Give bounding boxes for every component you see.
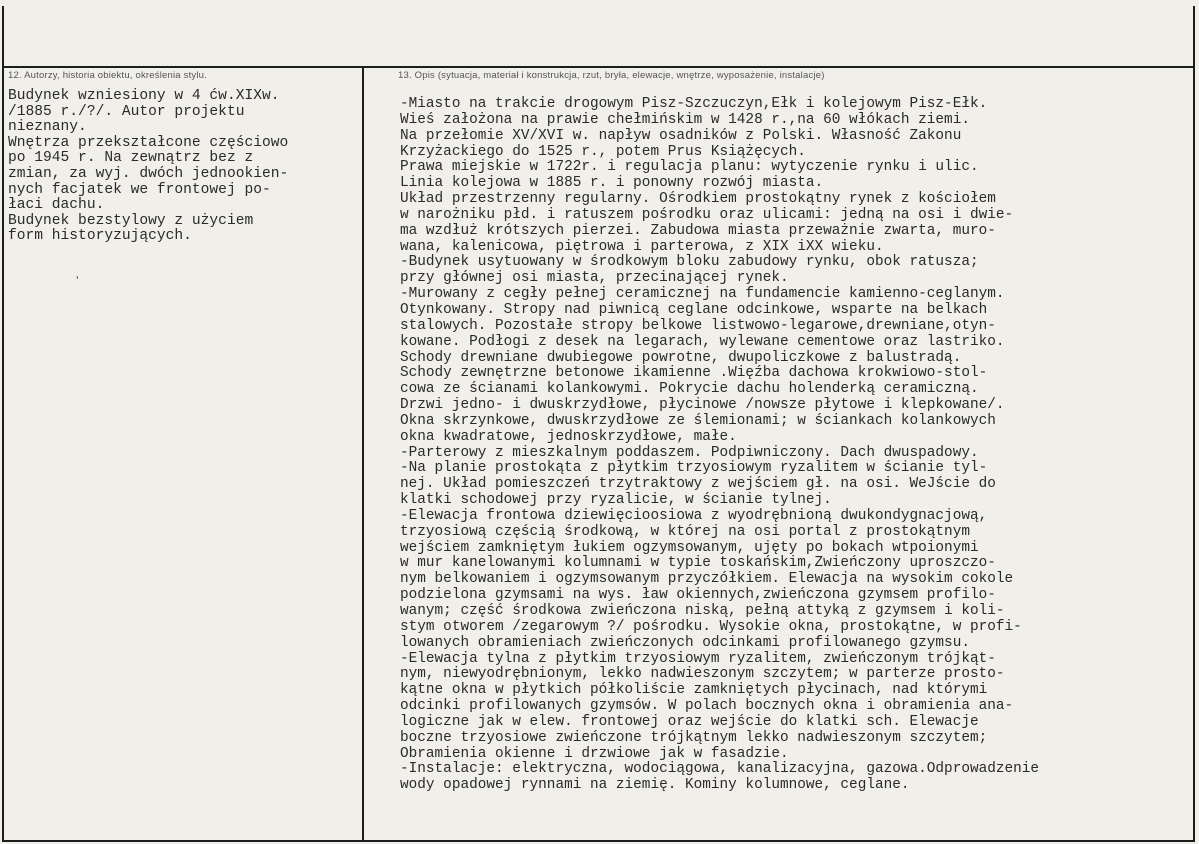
stray-mark: ʼ [76, 274, 79, 288]
description-line-31: nym belkowaniem i ogzymsowanym przyczółkiem. Elewacja na wysokim cokole [400, 571, 1014, 588]
description-line-33: wanym; część środkowa zwieńczona niską, pełną attyką z gzymsem i koli- [400, 603, 1005, 619]
description-line-18: Schody zewnętrzne betonowe ikamienne .Więźba dachowa krokwiowo-stol- [400, 365, 988, 382]
description-line-43: -Instalacje: elektryczna, wodociągowa, kanalizacyjna, gazowa.Odprowadzenie [400, 761, 1040, 778]
left-text-line-7: nych facjatek we frontowej po- [8, 181, 271, 198]
description-line-26: klatki schodowej przy ryzalicie, w ścianie tylnej. [400, 492, 832, 509]
description-line-32: podzielona gzymsami na wys. ław okiennych,zwieńczona gzymsem profilo- [400, 587, 996, 604]
description-line-11: -Budynek usytuowany w środkowym bloku zabudowy rynku, obok ratusza; [400, 254, 979, 271]
description-line-30: w mur kanelowanymi kolumnami w typie toskańskim,Zwieńczony uproszczo- [400, 555, 996, 572]
description-line-40: logiczne jak w elew. frontowej oraz wejście do klatki sch. Elewacje [400, 713, 979, 730]
description-line-6: Linia kolejowa w 1885 r. i ponowny rozwój miasta. [400, 175, 824, 192]
section-12-header: 12. Autorzy, historia obiektu, określenia stylu. [8, 70, 207, 81]
description-line-28: trzyosiową częścią środkową, w której na osi portal z prostokątnym [400, 523, 970, 540]
left-text-line-3: nieznany. [8, 119, 87, 136]
left-text-line-2: /1885 r./?/. Autor projektu [8, 103, 245, 120]
column-divider [362, 66, 364, 842]
description-line-24: -Na planie prostokąta z płytkim trzyosiowym ryzalitem w ścianie tyl- [400, 460, 988, 477]
description-line-29: wejściem zamkniętym łukiem ogzymsowanym, ujęty po bokach wtpoionymi [400, 539, 979, 556]
description-line-42: Obramienia okienne i drzwiowe jak w fasadzie. [400, 745, 789, 762]
left-text-line-6: zmian, za wyj. dwóch jednookien- [8, 165, 289, 182]
description-line-23: -Parterowy z mieszkalnym poddaszem. Podpiwniczony. Dach dwuspadowy. [400, 444, 979, 461]
description-line-37: nym, niewyodrębnionym, lekko nadwieszonym szczytem; w parterze prosto- [400, 666, 1005, 683]
description-line-7: Układ przestrzenny regularny. Ośrodkiem prostokątny rynek z kościołem [400, 191, 996, 208]
left-text-line-5: po 1945 r. Na zewnątrz bez z [8, 150, 254, 167]
description-line-8: w narożniku płd. i ratuszem pośrodku oraz ulicami: jedną na osi i dwie- [400, 206, 1014, 223]
header-rule [2, 66, 1195, 68]
section-13-header: 13. Opis (sytuacja, materiał i konstrukcja, rzut, bryła, elewacje, wnętrze, wyposażenie, instalacje) [398, 70, 825, 81]
description-line-21: Okna skrzynkowe, dwuskrzydłowe ze ślemionami; w ściankach kolankowych [400, 412, 996, 429]
description-line-17: Schody drewniane dwubiegowe powrotne, dwupoliczkowe z balustradą. [400, 349, 962, 366]
description-line-1: -Miasto na trakcie drogowym Pisz-Szczuczyn,Ełk i kolejowym Pisz-Ełk. [400, 96, 988, 112]
description-line-2: Wieś założona na prawie chełmińskim w 1428 r.,na 60 włókach ziemi. [400, 111, 970, 128]
left-text-line-8: łaci dachu. [8, 197, 105, 214]
description-line-20: Drzwi jedno- i dwuskrzydłowe, płycinowe /nowsze płytowe i klepkowane/. [400, 397, 1005, 414]
description-line-35: lowanych obramieniach zwieńczonych odcinkami profilowanego gzymsu. [400, 634, 970, 651]
left-text-line-4: Wnętrza przekształcone częściowo [8, 134, 289, 151]
description-line-10: wana, kalenicowa, piętrowa i parterowa, z XIX iXX wieku. [400, 238, 884, 255]
description-line-14: Otynkowany. Stropy nad piwnicą ceglane odcinkowe, wsparte na belkach [400, 301, 988, 318]
description-line-25: nej. Układ pomieszczeń trzytraktowy z wejściem gł. na osi. WeJście do [400, 476, 996, 493]
authors-history-text [8, 89, 288, 245]
description-line-39: odcinki profilowanych gzymsów. W polach bocznych okna i obramienia ana- [400, 698, 1014, 715]
description-line-19: cowa ze ścianami kolankowymi. Pokrycie dachu holenderką ceramiczną. [400, 381, 979, 398]
left-text-line-1: Budynek wzniesiony w 4 ćw.XIXw. [8, 88, 280, 104]
description-line-3: Na przełomie XV/XVI w. napływ osadników z Polski. Własność Zakonu [400, 127, 962, 144]
description-line-27: -Elewacja frontowa dziewięcioosiowa z wyodrębnioną dwukondygnacjową, [400, 507, 988, 524]
description-line-9: ma wzdłuż krótszych pierzei. Zabudowa miasta przeważnie zwarta, muro- [400, 222, 996, 239]
description-text [400, 97, 1039, 794]
left-text-line-10: form historyzujących. [8, 228, 192, 245]
description-line-16: kowane. Podłogi z desek na legarach, wylewane cementowe oraz lastriko. [400, 333, 1005, 350]
description-line-4: Krzyżackiego do 1525 r., potem Prus Książęcych. [400, 143, 806, 160]
description-line-13: -Murowany z cegły pełnej ceramicznej na fundamencie kamienno-ceglanym. [400, 286, 1005, 303]
description-line-15: stalowych. Pozostałe stropy belkowe listwowo-legarowe,drewniane,otyn- [400, 317, 996, 334]
description-line-44: wody opadowej rynnami na ziemię. Kominy kolumnowe, ceglane. [400, 777, 910, 794]
description-line-41: boczne trzyosiowe zwieńczone trójkątnym lekko nadwieszonym szczytem; [400, 729, 988, 746]
description-line-12: przy głównej osi miasta, przecinającej rynek. [400, 270, 789, 287]
description-line-34: stym otworem /zegarowym ?/ pośrodku. Wysokie okna, prostokątne, w profi- [400, 618, 1022, 635]
description-line-38: kątne okna w płytkich półkoliście zamkniętych płycinach, nad którymi [400, 682, 988, 699]
description-line-5: Prawa miejskie w 1722r. i regulacja planu: wytyczenie rynku i ulic. [400, 159, 979, 176]
description-line-36: -Elewacja tylna z płytkim trzyosiowym ryzalitem, zwieńczonym trójkąt- [400, 650, 996, 667]
description-line-22: okna kwadratowe, jednoskrzydłowe, małe. [400, 428, 737, 445]
left-text-line-9: Budynek bezstylowy z użyciem [8, 212, 254, 229]
